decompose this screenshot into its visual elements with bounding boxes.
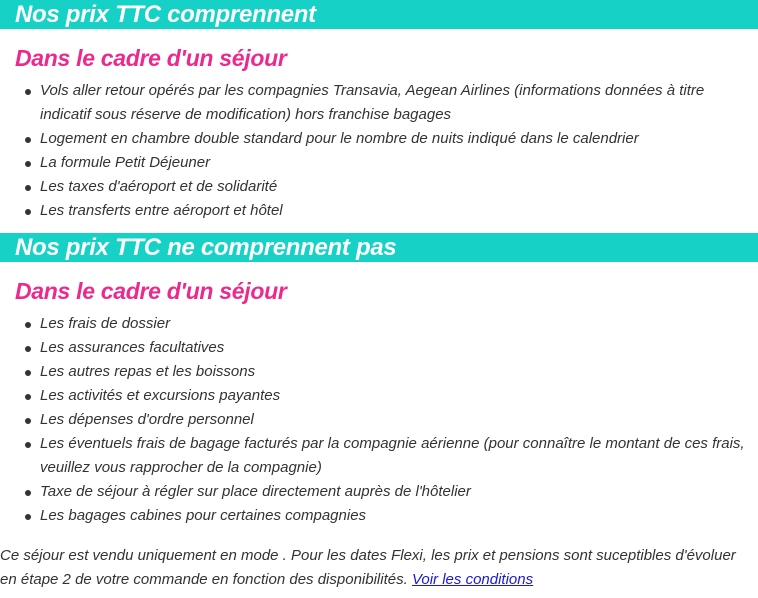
footer-text: Ce séjour est vendu uniquement en mode . Pour les dates Flexi, les prix et pensions sont suceptibles d'évoluer en étape 2 de votre commande en fonction des disponibilités.	[0, 547, 736, 588]
bullet-icon	[25, 418, 31, 424]
bullet-icon	[25, 161, 31, 167]
bullet-icon	[25, 514, 31, 520]
bullet-icon	[25, 185, 31, 191]
list-item-text: Les taxes d'aéroport et de solidarité	[40, 178, 278, 195]
list-item	[40, 127, 758, 151]
list-item	[40, 79, 758, 127]
view-conditions-link[interactable]: Voir les conditions	[411, 571, 534, 588]
list-item-text: Vols aller retour opérés par les compagnies Transavia, Aegean Airlines (informations données à titre indicatif sous réserve de modification) hors franchise bagages	[40, 82, 705, 123]
list-item-text: Les frais de dossier	[40, 315, 171, 332]
included-section-title: Nos prix TTC comprennent	[0, 0, 758, 29]
list-item-text: Les transferts entre aéroport et hôtel	[40, 202, 283, 219]
list-item-text: Les assurances facultatives	[40, 339, 225, 356]
list-item	[40, 175, 758, 199]
excluded-list	[0, 312, 758, 528]
list-item	[40, 360, 758, 384]
bullet-icon	[25, 490, 31, 496]
list-item-text: Logement en chambre double standard pour le nombre de nuits indiqué dans le calendrier	[40, 130, 639, 147]
list-item-text: La formule Petit Déjeuner	[40, 154, 211, 171]
list-item	[40, 151, 758, 175]
list-item-text: Les activités et excursions payantes	[40, 387, 281, 404]
included-subtitle: Dans le cadre d'un séjour	[15, 45, 287, 71]
list-item	[40, 199, 758, 223]
bullet-icon	[25, 137, 31, 143]
excluded-subtitle: Dans le cadre d'un séjour	[15, 278, 287, 304]
excluded-section-title: Nos prix TTC ne comprennent pas	[0, 233, 758, 262]
list-item-text: Les bagages cabines pour certaines compagnies	[40, 507, 367, 524]
list-item	[40, 504, 758, 528]
bullet-icon	[25, 370, 31, 376]
bullet-icon	[25, 322, 31, 328]
bullet-icon	[25, 442, 31, 448]
list-item-text: Les éventuels frais de bagage facturés par la compagnie aérienne (pour connaître le montant de ces frais, veuillez vous rapprocher de la compagnie)	[40, 435, 745, 476]
list-item	[40, 336, 758, 360]
bullet-icon	[25, 346, 31, 352]
list-item	[40, 384, 758, 408]
list-item-text: Taxe de séjour à régler sur place directement auprès de l'hôtelier	[40, 483, 471, 500]
bullet-icon	[25, 394, 31, 400]
list-item	[40, 432, 758, 480]
list-item-text: Les autres repas et les boissons	[40, 363, 256, 380]
bullet-icon	[25, 209, 31, 215]
list-item	[40, 480, 758, 504]
list-item	[40, 312, 758, 336]
included-list	[0, 79, 758, 223]
bullet-icon	[25, 89, 31, 95]
footer-notice	[0, 544, 758, 592]
list-item	[40, 408, 758, 432]
list-item-text: Les dépenses d'ordre personnel	[40, 411, 254, 428]
